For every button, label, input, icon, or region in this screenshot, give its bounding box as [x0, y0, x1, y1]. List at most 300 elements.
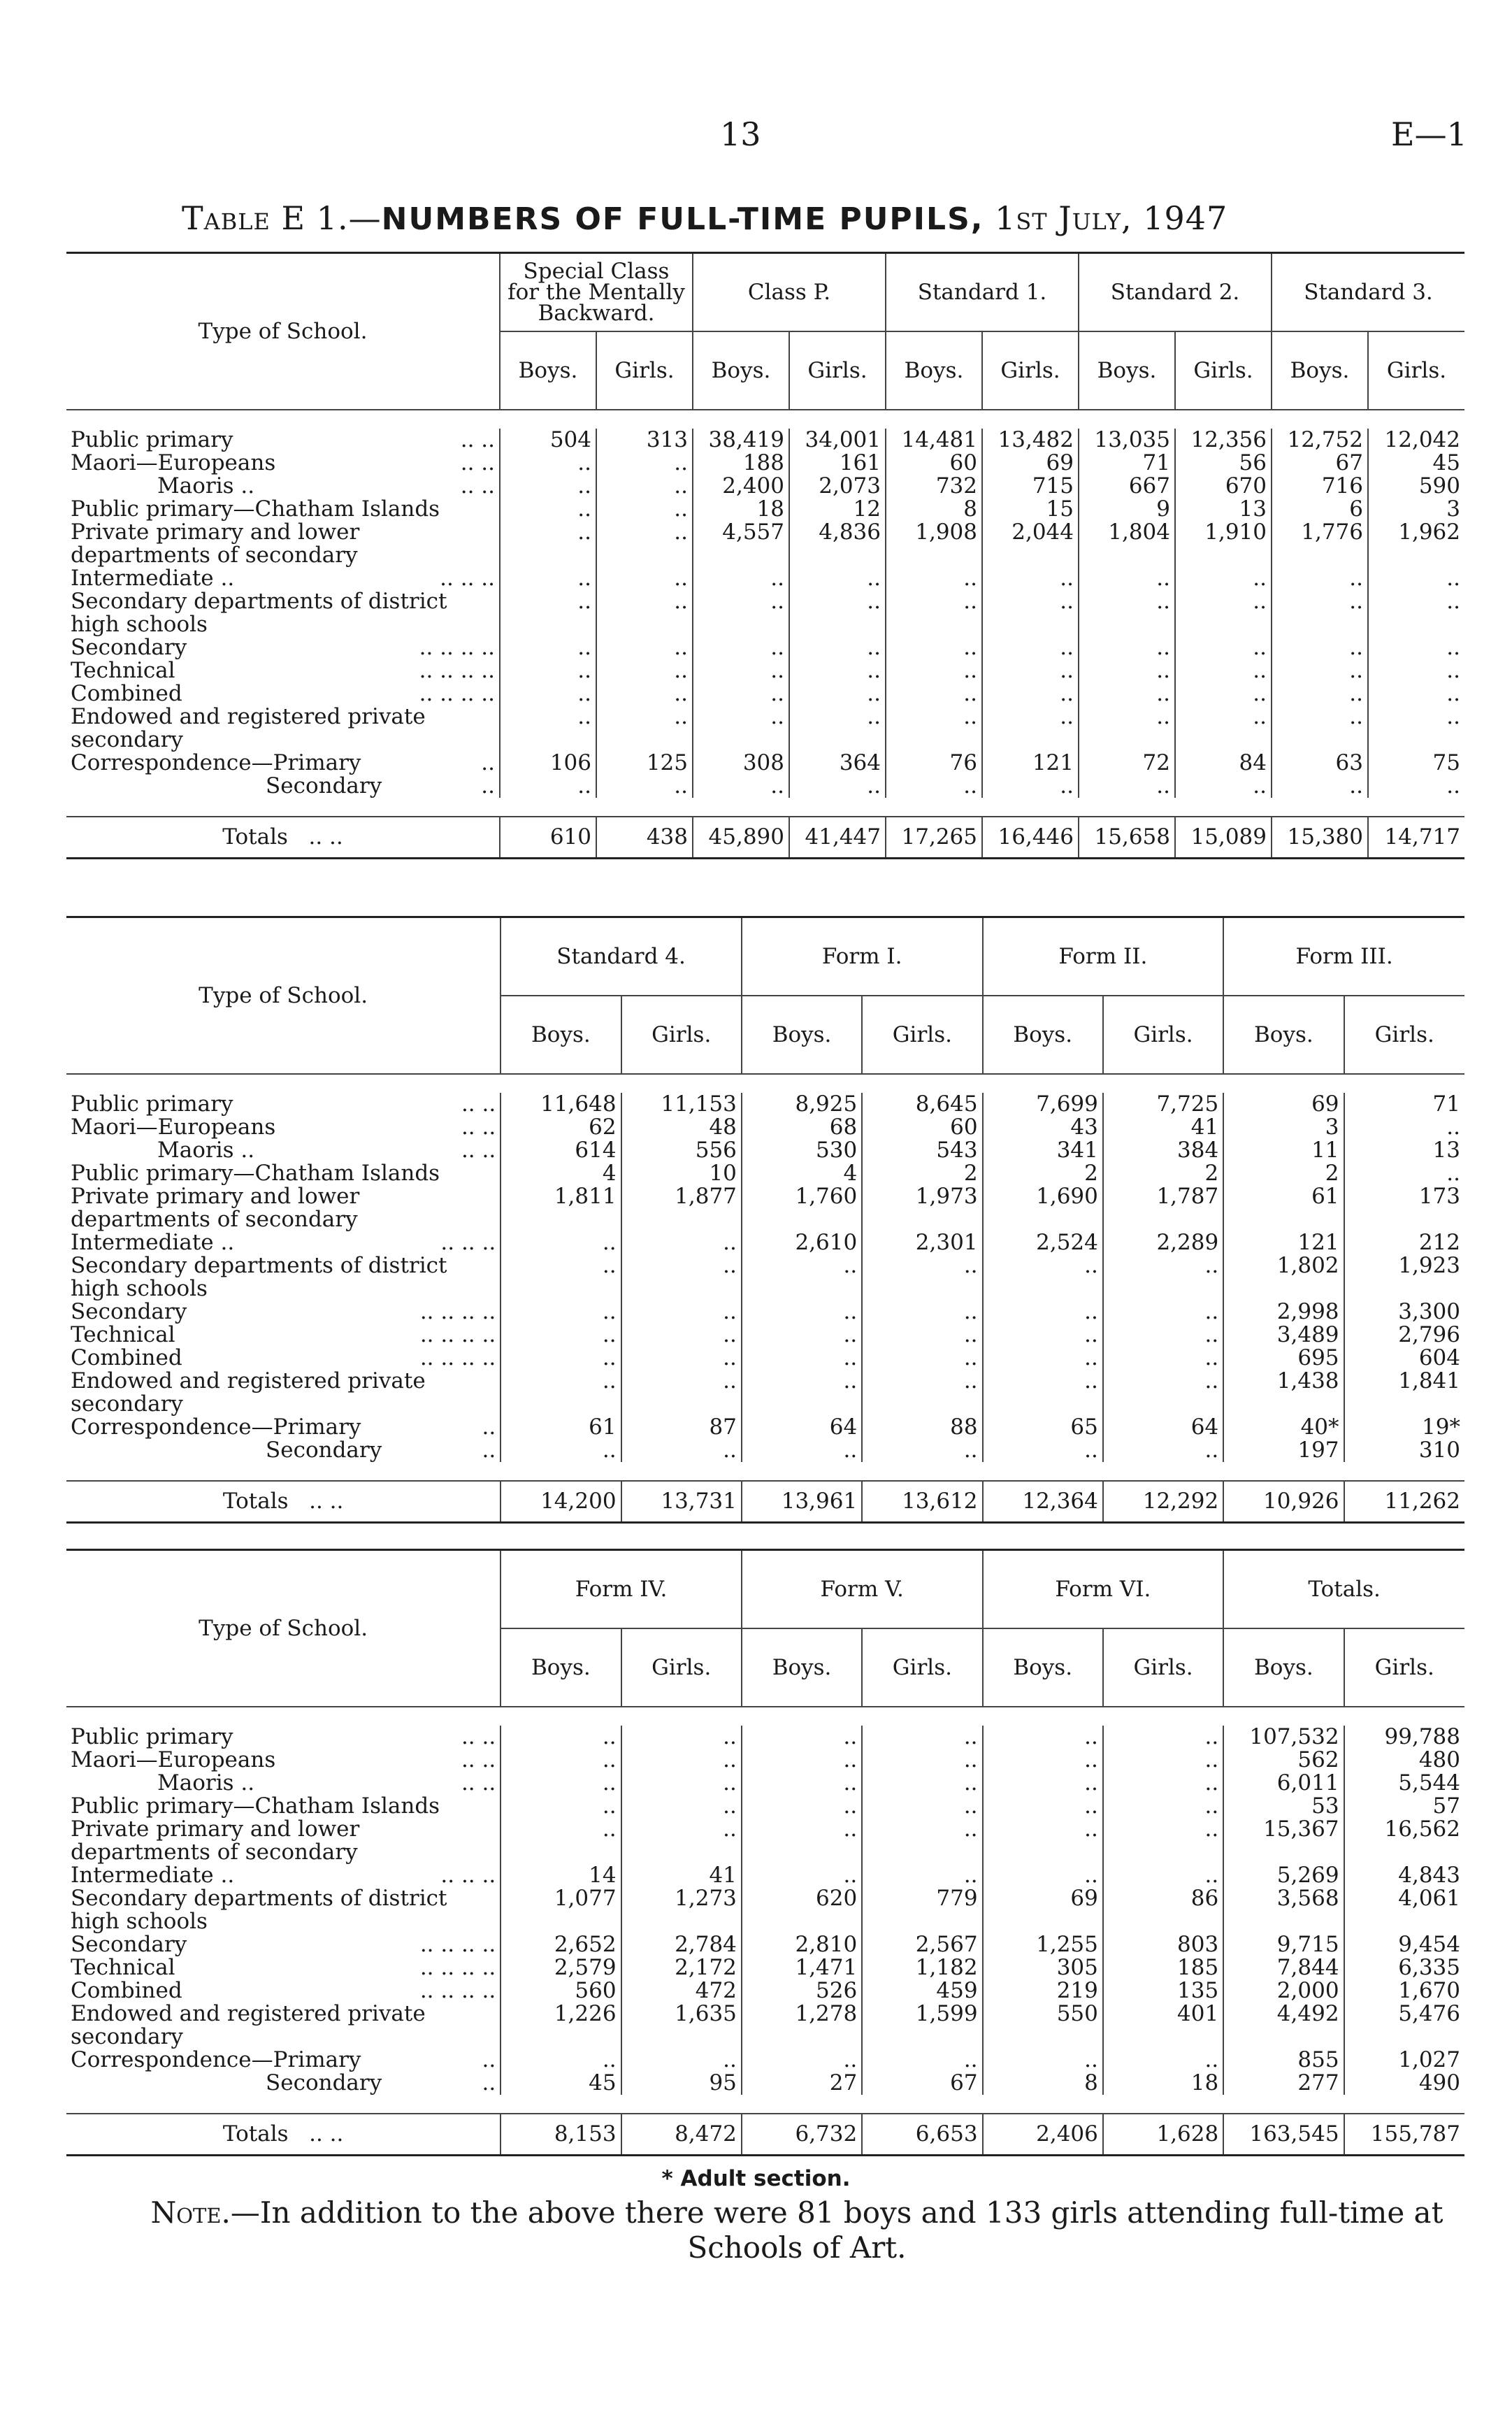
- school-type-name: Private primary and lower departments of secondary: [71, 1184, 360, 1232]
- boys-header: Boys.: [1223, 1628, 1344, 1707]
- data-cell: ..: [862, 1300, 982, 1324]
- data-cell: 459: [862, 1979, 982, 2002]
- data-cell: 13: [1175, 498, 1272, 521]
- table-row: [66, 1116, 1464, 1139]
- data-cell: ..: [596, 498, 693, 521]
- data-cell: ..: [693, 659, 789, 682]
- data-cell: 12,042: [1368, 429, 1464, 452]
- data-cell: ..: [789, 590, 886, 636]
- data-cell: ..: [596, 682, 693, 705]
- data-cell: ..: [500, 498, 596, 521]
- school-type-label: [66, 1749, 501, 1772]
- data-cell: ..: [500, 775, 596, 798]
- data-cell: 41: [621, 1864, 742, 1887]
- totals-label: [66, 2114, 501, 2156]
- data-cell: 60: [886, 452, 982, 475]
- data-cell: 65: [983, 1416, 1103, 1439]
- girls-header: Girls.: [789, 331, 886, 410]
- data-cell: 53: [1223, 1795, 1344, 1818]
- data-cell: 62: [501, 1116, 621, 1139]
- data-cell: 71: [1079, 452, 1175, 475]
- leader-dots: .. ..: [460, 427, 495, 452]
- data-cell: ..: [742, 1864, 862, 1887]
- data-cell: ..: [742, 2049, 862, 2072]
- data-cell: 2,579: [501, 1956, 621, 1979]
- data-cell: ..: [862, 1370, 982, 1416]
- group-header: Form III.: [1223, 917, 1464, 996]
- boys-header: Boys.: [983, 1628, 1103, 1707]
- data-cell: ..: [862, 1726, 982, 1749]
- leader-dots: ..: [482, 1414, 496, 1440]
- total-cell: 15,380: [1272, 817, 1368, 859]
- total-cell: 45,890: [693, 817, 789, 859]
- data-cell: 716: [1272, 475, 1368, 498]
- table-row: [66, 705, 1464, 752]
- data-cell: 550: [983, 2002, 1103, 2049]
- data-cell: ..: [886, 567, 982, 590]
- total-cell: 17,265: [886, 817, 982, 859]
- data-cell: ..: [1272, 567, 1368, 590]
- data-cell: ..: [621, 1439, 742, 1462]
- data-cell: ..: [1272, 659, 1368, 682]
- school-type-name: Intermediate ..: [71, 1863, 235, 1888]
- data-cell: 69: [983, 1887, 1103, 1933]
- table-row: [66, 567, 1464, 590]
- data-cell: ..: [1103, 1439, 1223, 1462]
- data-cell: ..: [886, 590, 982, 636]
- data-cell: 305: [983, 1956, 1103, 1979]
- data-cell: ..: [1079, 636, 1175, 659]
- data-cell: ..: [862, 1864, 982, 1887]
- school-type-name: Maoris ..: [157, 1770, 255, 1796]
- title-date: 1st July, 1947: [984, 199, 1228, 237]
- data-cell: 99,788: [1344, 1726, 1464, 1749]
- data-cell: 3,300: [1344, 1300, 1464, 1324]
- data-cell: 490: [1344, 2072, 1464, 2095]
- school-type-label: [66, 1185, 501, 1231]
- girls-header: Girls.: [862, 996, 982, 1074]
- data-cell: ..: [789, 775, 886, 798]
- data-cell: 43: [983, 1116, 1103, 1139]
- leader-dots: .. .. .. ..: [419, 1345, 496, 1370]
- table-row: [66, 1795, 1464, 1818]
- data-cell: 472: [621, 1979, 742, 2002]
- data-cell: 2,810: [742, 1933, 862, 1956]
- data-cell: ..: [886, 705, 982, 752]
- data-cell: 7,699: [983, 1093, 1103, 1116]
- table-row: [66, 1956, 1464, 1979]
- data-cell: ..: [501, 1772, 621, 1795]
- table-row: [66, 1185, 1464, 1231]
- school-type-label: [66, 1979, 501, 2002]
- data-cell: 715: [982, 475, 1079, 498]
- school-type-label: [66, 429, 500, 452]
- school-type-label: [66, 1370, 501, 1416]
- total-cell: 155,787: [1344, 2114, 1464, 2156]
- leader-dots: ..: [481, 773, 495, 798]
- data-cell: ..: [621, 1726, 742, 1749]
- data-cell: ..: [500, 659, 596, 682]
- table-row: [66, 659, 1464, 682]
- data-cell: ..: [1344, 1162, 1464, 1185]
- leader-dots: ..: [482, 2047, 496, 2072]
- data-cell: 277: [1223, 2072, 1344, 2095]
- school-type-label: [66, 1416, 501, 1439]
- data-cell: ..: [1079, 590, 1175, 636]
- data-cell: 27: [742, 2072, 862, 2095]
- data-cell: ..: [596, 659, 693, 682]
- data-cell: ..: [742, 1726, 862, 1749]
- data-cell: ..: [1344, 1116, 1464, 1139]
- data-cell: ..: [862, 1818, 982, 1864]
- data-cell: ..: [983, 1324, 1103, 1347]
- data-cell: ..: [982, 590, 1079, 636]
- data-cell: 67: [1272, 452, 1368, 475]
- leader-dots: .. .. .. ..: [419, 1955, 496, 1980]
- table-row: [66, 1818, 1464, 1864]
- data-cell: 8,645: [862, 1093, 982, 1116]
- data-cell: ..: [1368, 705, 1464, 752]
- girls-header: Girls.: [1344, 1628, 1464, 1707]
- school-type-label: [66, 498, 500, 521]
- totals-text: Totals: [222, 1489, 289, 1514]
- data-cell: ..: [742, 1254, 862, 1300]
- data-cell: ..: [621, 1254, 742, 1300]
- school-type-name: Public primary: [71, 1091, 233, 1117]
- note-text: —In addition to the above there were 81 boys and 133 girls attending full-time at Schools of Art.: [230, 2195, 1443, 2265]
- data-cell: ..: [1079, 659, 1175, 682]
- data-cell: 3: [1368, 498, 1464, 521]
- school-type-name: Endowed and registered private secondary: [71, 1368, 426, 1417]
- data-cell: 2,301: [862, 1231, 982, 1254]
- data-cell: ..: [742, 1795, 862, 1818]
- group-header: Form VI.: [983, 1550, 1224, 1629]
- leader-dots: .. ..: [308, 824, 343, 850]
- data-cell: 14: [501, 1864, 621, 1887]
- data-cell: ..: [501, 1231, 621, 1254]
- total-cell: 6,653: [862, 2114, 982, 2156]
- data-cell: ..: [1175, 682, 1272, 705]
- data-cell: 84: [1175, 752, 1272, 775]
- data-cell: ..: [1079, 567, 1175, 590]
- data-cell: 86: [1103, 1887, 1223, 1933]
- data-cell: ..: [1175, 567, 1272, 590]
- data-cell: 341: [983, 1139, 1103, 1162]
- table-row: [66, 1324, 1464, 1347]
- girls-header: Girls.: [596, 331, 693, 410]
- data-cell: 4,843: [1344, 1864, 1464, 1887]
- school-type-name: Technical: [71, 1955, 175, 1980]
- data-cell: ..: [983, 1726, 1103, 1749]
- group-header: Standard 4.: [501, 917, 742, 996]
- data-cell: ..: [596, 775, 693, 798]
- school-type-name: Correspondence—Primary: [71, 750, 361, 775]
- table-row: [66, 1772, 1464, 1795]
- data-cell: 562: [1223, 1749, 1344, 1772]
- data-cell: ..: [1368, 659, 1464, 682]
- school-type-label: [66, 1933, 501, 1956]
- data-cell: ..: [862, 1254, 982, 1300]
- data-cell: ..: [1272, 682, 1368, 705]
- table-row: [66, 2002, 1464, 2049]
- data-cell: 1,923: [1344, 1254, 1464, 1300]
- school-type-label: [66, 2049, 501, 2072]
- data-cell: 8: [886, 498, 982, 521]
- school-type-label: [66, 1300, 501, 1324]
- school-type-label: [66, 659, 500, 682]
- leader-dots: .. ..: [460, 473, 495, 499]
- data-cell: ..: [501, 1324, 621, 1347]
- school-type-label: [66, 1887, 501, 1933]
- data-cell: 1,690: [983, 1185, 1103, 1231]
- school-type-label: [66, 705, 500, 752]
- data-cell: ..: [1103, 1864, 1223, 1887]
- school-type-name: Secondary departments of district high schools: [71, 1886, 447, 1934]
- data-cell: 526: [742, 1979, 862, 2002]
- data-cell: ..: [983, 1772, 1103, 1795]
- data-cell: ..: [596, 590, 693, 636]
- table-row: [66, 1887, 1464, 1933]
- group-header: Totals.: [1223, 1550, 1464, 1629]
- data-cell: ..: [1103, 1300, 1223, 1324]
- data-cell: 313: [596, 429, 693, 452]
- totals-row: [66, 2114, 1464, 2156]
- data-cell: 4,492: [1223, 2002, 1344, 2049]
- data-cell: 2,796: [1344, 1324, 1464, 1347]
- data-cell: ..: [596, 475, 693, 498]
- total-cell: 8,153: [501, 2114, 621, 2156]
- group-header: Class P.: [693, 253, 886, 332]
- data-cell: ..: [1103, 1818, 1223, 1864]
- table-row: [66, 1749, 1464, 1772]
- data-cell: ..: [501, 1818, 621, 1864]
- data-cell: 1,973: [862, 1185, 982, 1231]
- data-cell: ..: [742, 1370, 862, 1416]
- data-cell: ..: [500, 590, 596, 636]
- data-cell: ..: [1272, 775, 1368, 798]
- leader-dots: ..: [481, 750, 495, 775]
- data-cell: ..: [982, 682, 1079, 705]
- data-cell: ..: [693, 705, 789, 752]
- data-cell: ..: [982, 775, 1079, 798]
- data-cell: 72: [1079, 752, 1175, 775]
- data-cell: ..: [621, 1324, 742, 1347]
- data-cell: 2,172: [621, 1956, 742, 1979]
- data-cell: 604: [1344, 1347, 1464, 1370]
- school-type-name: Secondary departments of district high schools: [71, 589, 447, 637]
- data-cell: 1,841: [1344, 1370, 1464, 1416]
- data-cell: 2: [983, 1162, 1103, 1185]
- data-cell: ..: [1272, 636, 1368, 659]
- group-header: Form V.: [742, 1550, 983, 1629]
- table-row: [66, 498, 1464, 521]
- data-cell: ..: [1079, 682, 1175, 705]
- data-cell: 4,061: [1344, 1887, 1464, 1933]
- school-type-name: Intermediate ..: [71, 566, 235, 591]
- data-cell: ..: [500, 452, 596, 475]
- data-cell: 480: [1344, 1749, 1464, 1772]
- totals-row: [66, 817, 1464, 859]
- data-cell: 384: [1103, 1139, 1223, 1162]
- leader-dots: .. .. .. ..: [419, 1299, 496, 1324]
- data-cell: ..: [862, 1347, 982, 1370]
- data-cell: 11,153: [621, 1093, 742, 1116]
- data-cell: ..: [983, 1254, 1103, 1300]
- data-cell: ..: [1103, 1347, 1223, 1370]
- data-cell: ..: [1103, 1749, 1223, 1772]
- data-cell: 48: [621, 1116, 742, 1139]
- girls-header: Girls.: [1344, 996, 1464, 1074]
- data-cell: ..: [789, 567, 886, 590]
- data-cell: 9,715: [1223, 1933, 1344, 1956]
- data-cell: ..: [621, 1370, 742, 1416]
- total-cell: 12,364: [983, 1481, 1103, 1523]
- data-cell: ..: [596, 705, 693, 752]
- school-type-name: Intermediate ..: [71, 1230, 235, 1255]
- data-cell: ..: [1079, 705, 1175, 752]
- table-row: [66, 1864, 1464, 1887]
- data-cell: ..: [886, 682, 982, 705]
- data-cell: 173: [1344, 1185, 1464, 1231]
- data-cell: ..: [693, 590, 789, 636]
- data-cell: 107,532: [1223, 1726, 1344, 1749]
- total-cell: 15,658: [1079, 817, 1175, 859]
- data-cell: 18: [693, 498, 789, 521]
- table-row: [66, 590, 1464, 636]
- data-cell: 1,027: [1344, 2049, 1464, 2072]
- data-cell: 13,482: [982, 429, 1079, 452]
- data-cell: 188: [693, 452, 789, 475]
- data-cell: 670: [1175, 475, 1272, 498]
- data-cell: 2: [1103, 1162, 1223, 1185]
- data-cell: 76: [886, 752, 982, 775]
- school-type-label: [66, 1139, 501, 1162]
- data-cell: 1,635: [621, 2002, 742, 2049]
- data-cell: ..: [500, 475, 596, 498]
- data-cell: ..: [1175, 590, 1272, 636]
- data-cell: 67: [862, 2072, 982, 2095]
- data-cell: 8,925: [742, 1093, 862, 1116]
- school-type-name: Correspondence—Primary: [71, 1414, 361, 1440]
- data-cell: 1,438: [1223, 1370, 1344, 1416]
- data-cell: ..: [862, 1324, 982, 1347]
- total-cell: 12,292: [1103, 1481, 1223, 1523]
- data-cell: 732: [886, 475, 982, 498]
- school-type-label: [66, 1324, 501, 1347]
- data-cell: 64: [1103, 1416, 1223, 1439]
- data-cell: 2,000: [1223, 1979, 1344, 2002]
- data-cell: ..: [621, 2049, 742, 2072]
- data-cell: ..: [1368, 636, 1464, 659]
- school-type-label: [66, 1162, 501, 1185]
- data-cell: 1,471: [742, 1956, 862, 1979]
- data-cell: 8: [983, 2072, 1103, 2095]
- data-cell: ..: [862, 1772, 982, 1795]
- table-row: [66, 1254, 1464, 1300]
- data-cell: 16,562: [1344, 1818, 1464, 1864]
- boys-header: Boys.: [742, 996, 862, 1074]
- data-cell: 2,524: [983, 1231, 1103, 1254]
- total-cell: 163,545: [1223, 2114, 1344, 2156]
- school-type-name: Secondary departments of district high schools: [71, 1253, 447, 1301]
- data-cell: ..: [742, 1749, 862, 1772]
- title-main: NUMBERS OF FULL-TIME PUPILS,: [381, 201, 984, 237]
- boys-header: Boys.: [1079, 331, 1175, 410]
- data-cell: ..: [501, 1726, 621, 1749]
- total-cell: 438: [596, 817, 693, 859]
- school-type-name: Public primary—Chatham Islands: [71, 496, 440, 522]
- data-cell: ..: [742, 1818, 862, 1864]
- school-type-name: Combined: [71, 681, 182, 706]
- total-cell: 15,089: [1175, 817, 1272, 859]
- data-cell: 4: [742, 1162, 862, 1185]
- data-cell: ..: [501, 1749, 621, 1772]
- group-header: Special Class for the Mentally Backward.: [500, 253, 693, 332]
- data-cell: 69: [982, 452, 1079, 475]
- data-cell: 2,652: [501, 1933, 621, 1956]
- data-cell: 1,776: [1272, 521, 1368, 567]
- data-cell: ..: [1368, 682, 1464, 705]
- note-label: Note.: [150, 2195, 231, 2230]
- school-type-name: Secondary: [71, 635, 187, 660]
- group-header: Form IV.: [501, 1550, 742, 1629]
- boys-header: Boys.: [983, 996, 1103, 1074]
- data-cell: 87: [621, 1416, 742, 1439]
- data-cell: 530: [742, 1139, 862, 1162]
- data-cell: 197: [1223, 1439, 1344, 1462]
- data-cell: 543: [862, 1139, 982, 1162]
- data-cell: 10: [621, 1162, 742, 1185]
- data-cell: 7,844: [1223, 1956, 1344, 1979]
- leader-dots: ..: [482, 1438, 496, 1463]
- school-type-name: Maori—Europeans: [71, 450, 276, 475]
- table-row: [66, 2072, 1464, 2095]
- data-cell: 125: [596, 752, 693, 775]
- pupils-table-3: [66, 1549, 1464, 2156]
- school-type-name: Secondary: [71, 1299, 187, 1324]
- data-cell: 219: [983, 1979, 1103, 2002]
- group-header: Standard 2.: [1079, 253, 1272, 332]
- boys-header: Boys.: [742, 1628, 862, 1707]
- data-cell: 1,802: [1223, 1254, 1344, 1300]
- data-cell: 2: [1223, 1162, 1344, 1185]
- school-type-label: [66, 1864, 501, 1887]
- data-cell: 2,073: [789, 475, 886, 498]
- group-header: Standard 1.: [886, 253, 1079, 332]
- data-cell: 614: [501, 1139, 621, 1162]
- data-cell: ..: [1103, 1795, 1223, 1818]
- leader-dots: .. ..: [461, 1747, 496, 1772]
- data-cell: ..: [862, 1795, 982, 1818]
- data-cell: ..: [1368, 590, 1464, 636]
- data-cell: ..: [596, 452, 693, 475]
- school-type-name: Endowed and registered private secondary: [71, 704, 426, 752]
- data-cell: 9,454: [1344, 1933, 1464, 1956]
- data-cell: ..: [1368, 775, 1464, 798]
- school-type-name: Secondary: [266, 1438, 382, 1463]
- data-cell: 13: [1344, 1139, 1464, 1162]
- pupils-table-1: [66, 252, 1464, 859]
- data-cell: 3: [1223, 1116, 1344, 1139]
- leader-dots: .. ..: [309, 2121, 344, 2147]
- data-cell: ..: [742, 1439, 862, 1462]
- data-cell: 401: [1103, 2002, 1223, 2049]
- total-cell: 14,717: [1368, 817, 1464, 859]
- table-row: [66, 775, 1464, 798]
- data-cell: 1,599: [862, 2002, 982, 2049]
- data-cell: ..: [789, 682, 886, 705]
- data-cell: ..: [1103, 2049, 1223, 2072]
